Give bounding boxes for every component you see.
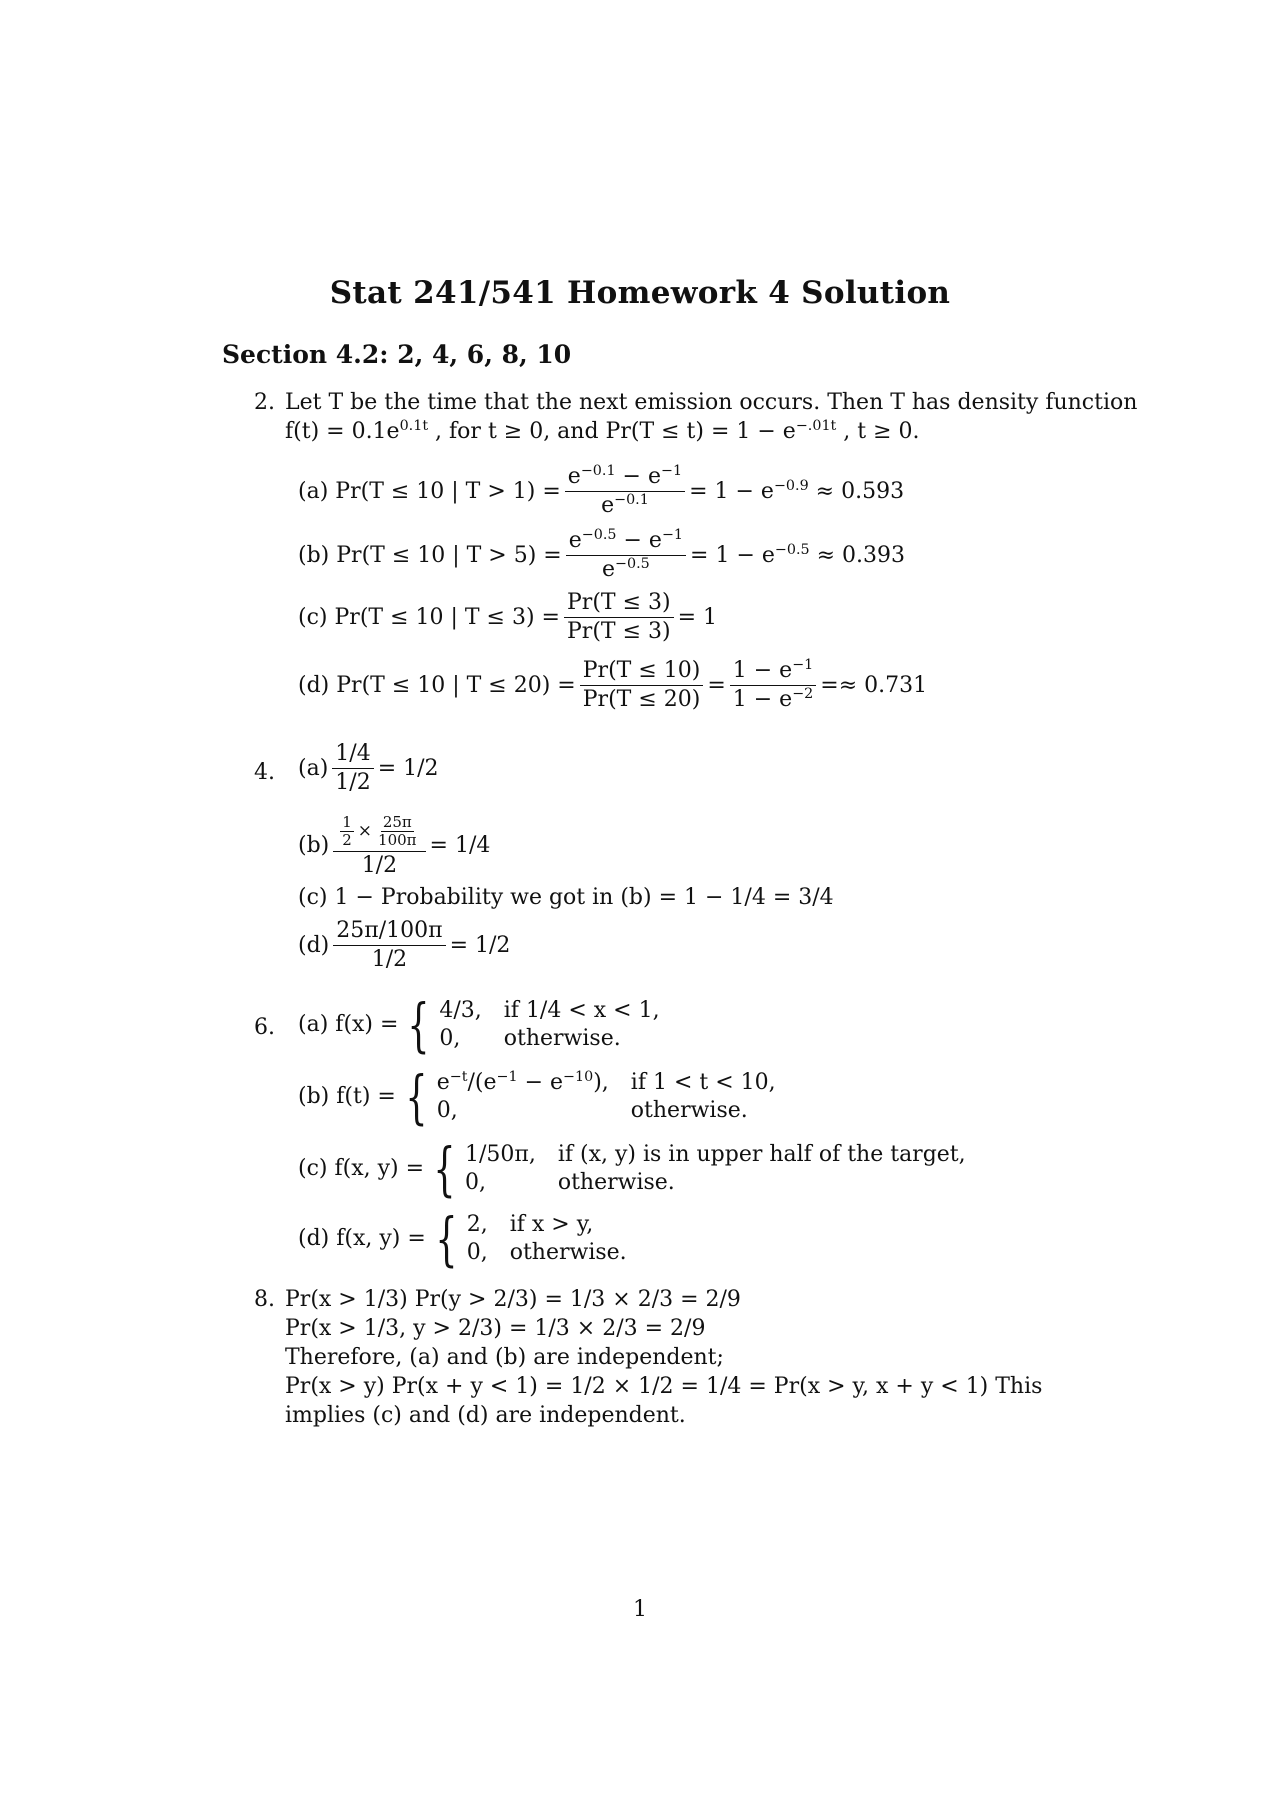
condition-2: otherwise. bbox=[630, 1098, 748, 1123]
problem-2d bbox=[298, 657, 928, 712]
cases bbox=[465, 1144, 966, 1194]
problem-2-number: 2. bbox=[254, 390, 275, 415]
problem-8-line-2: Pr(x > 1/3, y > 2/3) = 1/3 × 2/3 = 2/9 bbox=[285, 1316, 706, 1341]
label: (c) bbox=[298, 885, 328, 910]
fraction bbox=[565, 463, 685, 518]
label: (c) bbox=[298, 604, 328, 630]
value-1: 2, bbox=[466, 1212, 488, 1237]
problem-2-line-1: Let T be the time that the next emission occurs. Then T has density function bbox=[285, 390, 1138, 415]
problem-4d bbox=[298, 920, 510, 971]
brace: { bbox=[433, 1135, 456, 1203]
label: (a) bbox=[298, 478, 329, 504]
rhs: = $1 - e^{-0.5} \approx 0.393$ bbox=[690, 541, 906, 568]
problem-2c bbox=[298, 592, 717, 643]
problem-8-line-4: Pr(x > y) Pr(x + y < 1) = 1/2 × 1/2 = 1/4 = Pr(x > y, x + y < 1) This bbox=[285, 1374, 1043, 1399]
brace: { bbox=[435, 1205, 458, 1273]
numerator: $e^{-0.1} - e^{-1}$ bbox=[565, 466, 685, 492]
lhs: Pr(T ≤ 10 | T ≤ 20) = bbox=[336, 672, 576, 698]
problem-6c bbox=[298, 1135, 966, 1203]
label: (a) bbox=[298, 1012, 329, 1037]
numerator: $e^{-0.5} - e^{-1}$ bbox=[566, 530, 686, 556]
lhs: f(t) = bbox=[336, 1084, 396, 1109]
numerator: 25π/100π bbox=[333, 920, 445, 946]
denominator-2: $1 - e^{-2}$ bbox=[732, 686, 814, 712]
rhs: = 1 bbox=[677, 604, 718, 630]
text: 1 − Probability we got in (b) = 1 − 1/4 = 3/4 bbox=[334, 885, 834, 910]
brace: { bbox=[407, 991, 430, 1059]
problem-2a bbox=[298, 463, 905, 518]
value-2: 0, bbox=[466, 1240, 488, 1265]
half-num: 1 bbox=[342, 813, 352, 831]
fraction bbox=[333, 920, 445, 971]
pi-den: 100π bbox=[378, 831, 417, 849]
rhs: = 1/2 bbox=[449, 932, 511, 958]
fraction-2 bbox=[730, 657, 817, 712]
condition-1: if x > y, bbox=[509, 1212, 594, 1237]
label: (d) bbox=[298, 932, 330, 958]
denominator: Pr(T ≤ 3) bbox=[567, 619, 671, 644]
half-fraction bbox=[340, 815, 354, 848]
lhs: Pr(T ≤ 10 | T > 1) = bbox=[335, 478, 561, 504]
problem-2-line-2: $f(t) = 0.1e^{0.1t}$ , for t ≥ 0, and $Pr(T \le t) = 1 - e^{-.01t}$ , t ≥ 0. bbox=[285, 418, 920, 444]
cases bbox=[436, 1069, 776, 1123]
numerator-2: $1 - e^{-1}$ bbox=[730, 660, 817, 686]
condition-1: if 1 < t < 10, bbox=[630, 1070, 776, 1095]
denominator: $e^{-0.5}$ bbox=[602, 556, 650, 582]
problem-8-line-1: Pr(x > 1/3) Pr(y > 2/3) = 1/3 × 2/3 = 2/9 bbox=[285, 1287, 741, 1312]
times-sign: × bbox=[357, 821, 373, 841]
condition-1: if 1/4 < x < 1, bbox=[503, 998, 660, 1023]
lhs: Pr(T ≤ 10 | T > 5) = bbox=[336, 542, 562, 568]
problem-8-line-5: implies (c) and (d) are independent. bbox=[285, 1403, 686, 1428]
rhs: = $1 - e^{-0.9} \approx 0.593$ bbox=[689, 477, 905, 504]
document-title: Stat 241/541 Homework 4 Solution bbox=[329, 275, 951, 311]
problem-8-line-3: Therefore, (a) and (b) are independent; bbox=[285, 1345, 724, 1370]
denominator: 1/2 bbox=[371, 947, 408, 972]
problem-6d bbox=[298, 1205, 627, 1273]
value-1: $e^{-t}/(e^{-1} - e^{-10})$, bbox=[436, 1069, 609, 1095]
value-2: 0, bbox=[464, 1170, 486, 1195]
cases bbox=[439, 1000, 659, 1050]
condition-1: if (x, y) is in upper half of the target, bbox=[557, 1142, 966, 1167]
value-1: 4/3, bbox=[439, 998, 482, 1023]
denominator: 1/2 bbox=[361, 853, 398, 878]
problem-4c bbox=[298, 887, 834, 909]
rhs: = 1/2 bbox=[377, 755, 439, 781]
fraction bbox=[566, 527, 686, 582]
section-heading: Section 4.2: 2, 4, 6, 8, 10 bbox=[222, 340, 572, 369]
problem-6-number: 6. bbox=[254, 1015, 275, 1040]
label: (c) bbox=[298, 1156, 328, 1181]
value-2: 0, bbox=[439, 1026, 461, 1051]
fraction bbox=[580, 660, 704, 711]
rhs: =≈ 0.731 bbox=[820, 672, 928, 698]
condition-2: otherwise. bbox=[557, 1170, 675, 1195]
label: (d) bbox=[298, 1226, 330, 1251]
cases bbox=[467, 1214, 627, 1264]
denominator: $e^{-0.1}$ bbox=[601, 492, 649, 518]
value-1: 1/50π, bbox=[464, 1142, 536, 1167]
label: (b) bbox=[298, 833, 330, 858]
problem-8-number: 8. bbox=[254, 1287, 275, 1312]
equals: = bbox=[707, 672, 726, 698]
numerator: Pr(T ≤ 3) bbox=[564, 592, 674, 618]
rhs: = 1/4 bbox=[429, 833, 491, 858]
numerator bbox=[333, 815, 425, 852]
condition-2: otherwise. bbox=[509, 1240, 627, 1265]
problem-6a bbox=[298, 991, 660, 1059]
condition-2: otherwise. bbox=[503, 1026, 621, 1051]
lhs: f(x) = bbox=[335, 1012, 399, 1037]
problem-4-number: 4. bbox=[254, 760, 275, 785]
lhs: f(x, y) = bbox=[336, 1226, 426, 1251]
lhs: f(x, y) = bbox=[334, 1156, 425, 1181]
fraction bbox=[332, 743, 373, 794]
problem-2b bbox=[298, 527, 906, 582]
denominator: Pr(T ≤ 20) bbox=[582, 687, 701, 712]
problem-8-body bbox=[285, 1285, 1065, 1430]
label: (a) bbox=[298, 755, 329, 781]
label: (b) bbox=[298, 1084, 330, 1109]
value-2: 0, bbox=[436, 1098, 458, 1123]
denominator: 1/2 bbox=[335, 770, 371, 795]
lhs: Pr(T ≤ 10 | T ≤ 3) = bbox=[334, 604, 560, 630]
fraction bbox=[333, 815, 425, 877]
label: (b) bbox=[298, 542, 330, 568]
pi-num: 25π bbox=[382, 813, 412, 831]
page-number: 1 bbox=[633, 1597, 647, 1622]
problem-4a bbox=[298, 743, 439, 794]
numerator: 1/4 bbox=[332, 743, 373, 769]
fraction bbox=[564, 592, 674, 643]
problem-6b bbox=[298, 1063, 776, 1131]
problem-4b bbox=[298, 815, 490, 877]
numerator: Pr(T ≤ 10) bbox=[580, 660, 704, 686]
brace: { bbox=[405, 1063, 428, 1131]
half-den: 2 bbox=[342, 831, 352, 849]
label: (d) bbox=[298, 672, 330, 698]
pi-fraction bbox=[376, 815, 419, 848]
